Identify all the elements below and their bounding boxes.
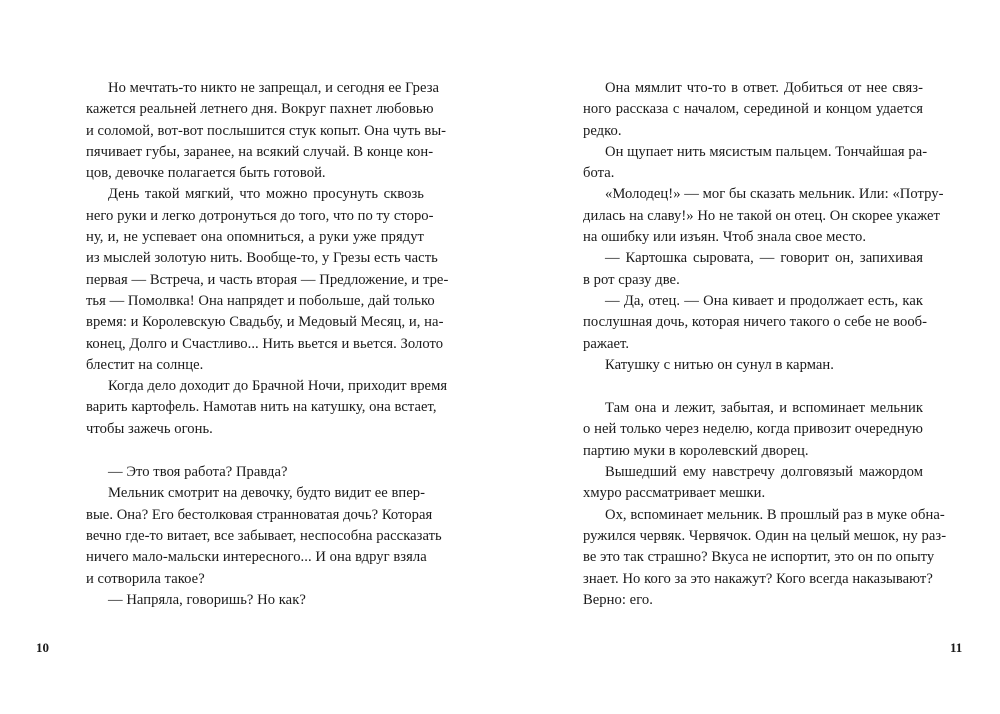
text-line: редко.: [583, 122, 622, 139]
text-line: в рот сразу две.: [583, 271, 680, 288]
right-page-text: [583, 78, 947, 611]
paragraph: [583, 505, 947, 611]
paragraph: [86, 590, 424, 611]
text-line: Но мечтать-то никто не запрещал, и сегодня ее Греза: [108, 80, 440, 96]
paragraph: [583, 248, 923, 291]
paragraph: [583, 78, 923, 142]
text-line: — Напряла, говоришь? Но как?: [108, 591, 306, 608]
text-line: пячивает губы, заранее, на всякий случай. В конце кон-: [86, 143, 434, 160]
paragraph: [86, 483, 442, 589]
paragraph: [583, 184, 944, 248]
text-line: ного рассказа с началом, серединой и концом удается: [583, 101, 923, 118]
text-line: Верно: его.: [583, 591, 653, 608]
section-break: [86, 440, 424, 462]
text-line: о ней только через неделю, когда привозит очередную: [583, 421, 923, 438]
paragraph: [86, 376, 448, 440]
text-line: чтобы зажечь огонь.: [86, 420, 213, 437]
text-line: вые. Она? Его бестолковая странноватая дочь? Которая: [86, 506, 433, 523]
text-line: — Это твоя работа? Правда?: [108, 464, 288, 481]
paragraph: [86, 462, 424, 483]
paragraph: [583, 398, 923, 462]
text-line: конец, Долго и Счастливо... Нить вьется и вьется. Золото: [86, 335, 444, 352]
paragraph: [583, 462, 923, 505]
text-line: Вышедший ему навстречу долговязый мажордом: [605, 464, 923, 481]
left-page-number: 10: [36, 640, 49, 655]
right-page-number: 11: [950, 640, 963, 655]
text-line: хмуро рассматривает мешки.: [583, 485, 766, 502]
text-line: День такой мягкий, что можно просунуть сквозь: [108, 186, 424, 203]
text-line: Ох, вспоминает мельник. В прошлый раз в муке обна-: [605, 506, 945, 523]
text-line: Там она и лежит, забытая, и вспоминает мельник: [605, 400, 923, 417]
text-line: ружился червяк. Червячок. Один на целый мешок, ну раз-: [583, 527, 947, 544]
text-line: ну, и, не успевает она опомниться, а руки уже прядут: [86, 229, 424, 246]
paragraph: [86, 78, 447, 184]
text-line: послушная дочь, которая ничего такого о себе не вооб-: [583, 314, 928, 331]
paragraph: [583, 291, 928, 355]
text-line: первая — Встреча, и часть вторая — Предложение, и тре-: [86, 271, 449, 288]
text-line: ничего мало-мальски интересного... И она вдруг взяла: [86, 549, 427, 566]
text-line: дилась на славу!» Но не такой он отец. Он скорее укажет: [583, 207, 940, 224]
paragraph: [86, 184, 449, 376]
text-line: партию муки в королевский дворец.: [583, 442, 809, 459]
text-line: Он щупает нить мясистым пальцем. Тончайшая ра-: [605, 143, 928, 160]
text-line: и соломой, вот-вот послышится стук копыт. Она чуть вы-: [86, 122, 447, 139]
text-line: — Да, отец. — Она кивает и продолжает есть, как: [605, 292, 923, 309]
text-line: бота.: [583, 165, 615, 182]
text-line: ве это так страшно? Вкуса не испортит, это он по опыту: [583, 549, 935, 566]
text-line: варить картофель. Намотав нить на катушку, она встает,: [86, 399, 437, 416]
text-line: ражает.: [583, 335, 630, 352]
text-line: время: и Королевскую Свадьбу, и Медовый Месяц, и, на-: [86, 314, 444, 331]
text-line: Катушку с нитью он сунул в карман.: [605, 356, 834, 373]
text-line: «Молодец!» — мог бы сказать мельник. Или: «Потру-: [605, 186, 944, 203]
text-line: Мельник смотрит на девочку, будто видит ее впер-: [108, 485, 426, 502]
text-line: знает. Но кого за это накажут? Кого всегда наказывают?: [583, 570, 933, 587]
text-line: и сотворила такое?: [86, 570, 205, 587]
text-line: кажется реальней летнего дня. Вокруг пахнет любовью: [86, 101, 434, 118]
text-line: из мыслей золотую нить. Вообще-то, у Грезы есть часть: [86, 250, 438, 267]
text-line: Когда дело доходит до Брачной Ночи, приходит время: [108, 378, 448, 395]
text-line: цов, девочке полагается быть готовой.: [86, 165, 326, 182]
text-line: — Картошка сыровата, — говорит он, запихивая: [605, 250, 923, 267]
section-break: [583, 376, 923, 398]
text-line: на ошибку или изъян. Чтоб знала свое место.: [583, 229, 867, 246]
left-page-text: [86, 78, 449, 611]
text-line: вечно где-то витает, все забывает, неспособна рассказать: [86, 527, 442, 544]
paragraph: [583, 355, 923, 376]
text-line: блестит на солнце.: [86, 356, 204, 373]
text-line: тья — Помолвка! Она напрядет и побольше, дай только: [86, 292, 435, 309]
paragraph: [583, 142, 928, 185]
text-line: Она мямлит что-то в ответ. Добиться от нее связ-: [605, 80, 923, 96]
text-line: него руки и легко дотронуться до того, что по ту сторо-: [86, 207, 434, 224]
